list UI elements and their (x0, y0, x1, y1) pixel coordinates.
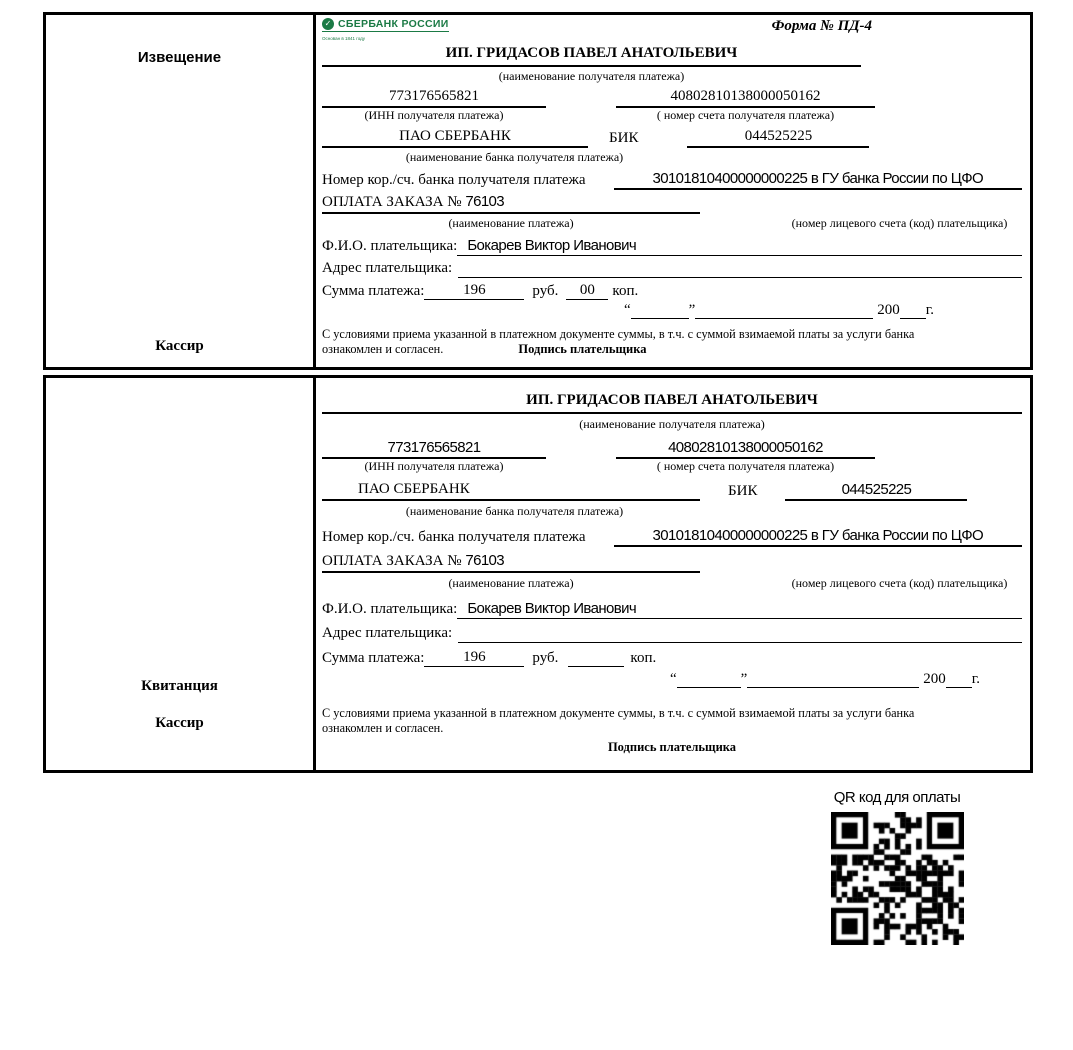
date-month-line (695, 303, 873, 319)
payer-row (322, 237, 1022, 256)
sum-label: Сумма платежа: (322, 650, 425, 666)
signature-label: Подпись плательщика (518, 342, 647, 356)
qr-block (787, 789, 1007, 945)
rub-unit: руб. (532, 283, 559, 299)
corr-value: 30101810400000000225 в ГУ банка России по ЦФО (614, 527, 1022, 547)
agreement-line2: ознакомлен и согласен. (322, 721, 444, 735)
kop-unit: коп. (630, 650, 657, 666)
address-value-line (458, 625, 1022, 643)
sum-kop-line (568, 649, 624, 667)
purpose-text: ОПЛАТА ЗАКАЗА № (322, 553, 462, 569)
bik-value: 044525225 (687, 128, 869, 148)
corr-label: Номер кор./сч. банка получателя платежа (322, 172, 586, 188)
date-year-suffix: г. (925, 302, 934, 318)
purpose-number: 76103 (465, 552, 505, 569)
purpose-caption: (наименование платежа) (448, 216, 574, 230)
personal-account-caption: (номер лицевого счета (код) плательщика) (791, 576, 1008, 590)
date-row (322, 671, 1022, 688)
payee-caption: (наименование получателя платежа) (579, 417, 765, 431)
notice-header-row (322, 18, 1022, 45)
personal-account-caption: (номер лицевого счета (код) плательщика) (791, 216, 1008, 230)
corr-account-row (322, 170, 1022, 190)
bank-name: ПАО СБЕРБАНК (322, 481, 700, 501)
purpose-text: ОПЛАТА ЗАКАЗА № (322, 194, 462, 210)
bik-label: БИК (609, 130, 639, 146)
sum-row (322, 282, 1022, 300)
account-caption: ( номер счета получателя платежа) (656, 108, 835, 122)
rub-unit: руб. (532, 650, 559, 666)
inn-value: 773176565821 (322, 439, 546, 459)
inn-account-captions (322, 459, 1022, 474)
payer-label: Ф.И.О. плательщика: (322, 601, 458, 617)
receipt-body (316, 378, 1030, 770)
address-label: Адрес плательщика: (322, 260, 453, 276)
sum-rub-value: 196 (424, 282, 524, 300)
payer-row (322, 600, 1022, 619)
receipt-side-label: Квитанция (141, 678, 218, 694)
date-year-suffix: г. (971, 671, 980, 687)
receipt-cashier-label: Кассир (155, 715, 204, 731)
agreement-line1: С условиями приема указанной в платежном документе суммы, в т.ч. с суммой взимаемой платы за услуги банка (322, 706, 915, 720)
signature-label: Подпись плательщика (607, 740, 737, 754)
date-month-line (747, 672, 919, 688)
notice-side-label: Извещение (137, 49, 222, 66)
date-year-prefix: 200 (923, 671, 946, 687)
inn-caption: (ИНН получателя платежа) (364, 108, 504, 122)
qr-code (831, 812, 964, 945)
sum-label: Сумма платежа: (322, 283, 425, 299)
inn-value: 773176565821 (322, 88, 546, 108)
sberbank-logo (322, 18, 449, 45)
receipt-left-column (46, 378, 316, 770)
payer-value: Бокарев Виктор Иванович (457, 237, 1022, 256)
agreement-line2: ознакомлен и согласен. (322, 342, 444, 356)
inn-account-captions (322, 108, 1022, 123)
qr-label: QR код для оплаты (833, 789, 961, 806)
date-quote-close: ” (740, 671, 748, 687)
date-day-line (631, 303, 689, 319)
address-label: Адрес плательщика: (322, 625, 453, 641)
purpose-captions (322, 216, 1022, 231)
sum-kop-value: 00 (566, 282, 608, 300)
purpose-number: 76103 (465, 193, 505, 210)
bank-caption: (наименование банка получателя платежа) (405, 504, 624, 518)
agreement-line1: С условиями приема указанной в платежном документе суммы, в т.ч. с суммой взимаемой платы за услуги банка (322, 327, 915, 341)
purpose-value (322, 193, 700, 214)
payee-name: ИП. ГРИДАСОВ ПАВЕЛ АНАТОЛЬЕВИЧ (322, 45, 861, 67)
purpose-value (322, 552, 700, 573)
sum-rub-value: 196 (424, 649, 524, 667)
bik-label: БИК (728, 483, 758, 499)
payer-label: Ф.И.О. плательщика: (322, 238, 458, 254)
notice-body (316, 15, 1030, 367)
agreement-line2-row (322, 342, 1022, 357)
receipt-section (43, 375, 1033, 773)
inn-account-row (322, 88, 1022, 108)
bik-value: 044525225 (785, 481, 967, 501)
corr-account-row (322, 527, 1022, 547)
form-code: Форма № ПД-4 (771, 18, 872, 34)
notice-left-column (46, 15, 316, 367)
date-quote-open: “ (669, 671, 677, 687)
corr-label: Номер кор./сч. банка получателя платежа (322, 529, 586, 545)
date-year-line (900, 303, 926, 319)
account-value: 40802810138000050162 (616, 88, 875, 108)
agreement-text (322, 327, 1022, 357)
date-quote-close: ” (688, 302, 696, 318)
address-row (322, 625, 1022, 643)
date-year-prefix: 200 (877, 302, 900, 318)
account-caption: ( номер счета получателя платежа) (656, 459, 835, 473)
kop-unit: коп. (612, 283, 639, 299)
purpose-captions (322, 576, 1022, 591)
notice-section (43, 12, 1033, 370)
date-day-line (677, 672, 741, 688)
sberbank-logo-icon: ✓ (322, 18, 334, 30)
payee-name: ИП. ГРИДАСОВ ПАВЕЛ АНАТОЛЬЕВИЧ (322, 392, 1022, 414)
corr-value: 30101810400000000225 в ГУ банка России по ЦФО (614, 170, 1022, 190)
address-value-line (458, 260, 1022, 278)
notice-cashier-label: Кассир (155, 338, 204, 354)
bank-row (322, 128, 1022, 148)
payer-value: Бокарев Виктор Иванович (457, 600, 1022, 619)
sum-row (322, 649, 1022, 667)
purpose-caption: (наименование платежа) (448, 576, 574, 590)
address-row (322, 260, 1022, 278)
sberbank-logo-text: СБЕРБАНК РОССИИ (338, 18, 449, 30)
bank-name: ПАО СБЕРБАНК (322, 128, 588, 148)
inn-caption: (ИНН получателя платежа) (364, 459, 504, 473)
date-year-line (946, 672, 972, 688)
agreement-text (322, 706, 1022, 736)
payee-caption: (наименование получателя платежа) (498, 69, 685, 83)
inn-account-row (322, 439, 1022, 459)
bank-row (322, 481, 1022, 501)
bank-caption: (наименование банка получателя платежа) (405, 150, 624, 164)
date-row (322, 302, 1022, 319)
date-quote-open: “ (623, 302, 631, 318)
account-value: 40802810138000050162 (616, 439, 875, 459)
sberbank-logo-tagline: Основан в 1841 году (322, 36, 366, 41)
